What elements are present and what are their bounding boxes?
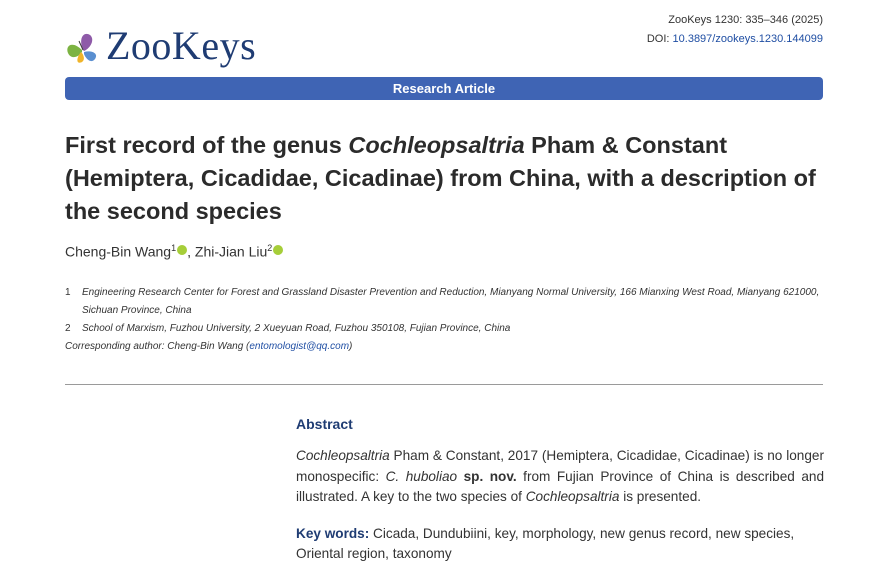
- citation-text: ZooKeys 1230: 335–346 (2025): [668, 14, 823, 26]
- affiliation-number: 1: [65, 287, 71, 298]
- article-title: [65, 129, 825, 228]
- abstract-species: C. huboliao: [385, 468, 458, 484]
- affiliations: [65, 284, 825, 356]
- abstract-section: [296, 416, 824, 565]
- abstract-genus: Cochleopsaltria: [296, 448, 390, 463]
- affiliation-text: Engineering Research Center for Forest and Grassland Disaster Prevention and Reduction, Mianyang Normal University, 166 Mianxing West Road, Mianyang 621000, Sichuan Province, China: [82, 287, 820, 316]
- author-list: Cheng-Bin Wang$^1$ , Zhi-Jian Liu$^2$: [65, 243, 283, 260]
- abstract-heading: Abstract: [296, 416, 353, 432]
- title-part1: First record of the genus: [65, 132, 349, 158]
- title-genus: Cochleopsaltria: [348, 132, 525, 158]
- keywords-label: Key words:: [296, 525, 370, 541]
- corresponding-label: Corresponding author: Cheng-Bin Wang (: [65, 341, 250, 352]
- author-name-2[interactable]: Zhi-Jian Liu: [194, 243, 268, 260]
- doi-link[interactable]: 10.3897/zookeys.1230.144099: [672, 33, 823, 45]
- doi-line: [647, 30, 823, 49]
- journal-logo[interactable]: [64, 12, 256, 68]
- affiliation-1: [65, 284, 825, 320]
- doi-label: DOI:: [646, 33, 670, 45]
- citation-block: [647, 11, 823, 49]
- title-part2: Pham & Constant (Hemiptera, Cicadidae, Cicadinae) from China, with a description of the second species: [65, 132, 816, 224]
- abstract-text-1: Pham & Constant, 2017 (Hemiptera, Cicadidae, Cicadinae) is no longer monospecific:: [296, 448, 824, 484]
- keywords: [296, 524, 824, 565]
- article-type-banner: Research Article: [65, 77, 823, 100]
- author-affil-2: 2: [267, 243, 273, 253]
- abstract-genus-2: Cochleopsaltria: [525, 489, 620, 504]
- keywords-text: Cicada, Dundubiini, key, morphology, new genus record, new species, Oriental region, taxonomy: [296, 525, 795, 561]
- logo-text: ZooKeys: [106, 23, 257, 68]
- butterfly-logo-icon: [64, 26, 104, 68]
- email-link[interactable]: entomologist@qq.com: [249, 341, 350, 352]
- affiliation-2: [65, 320, 825, 338]
- affiliation-number: 2: [65, 323, 71, 334]
- orcid-icon[interactable]: [273, 245, 283, 255]
- author-name-1[interactable]: Cheng-Bin Wang: [65, 243, 172, 260]
- corresponding-author: [65, 338, 825, 356]
- abstract-spnov: sp. nov.: [457, 468, 517, 484]
- abstract-text-3: is presented.: [619, 489, 702, 504]
- author-affil-1: 1: [171, 243, 177, 253]
- corresponding-close: ): [349, 341, 353, 352]
- abstract-text: [296, 446, 824, 508]
- section-divider: [65, 384, 823, 385]
- affiliation-text: School of Marxism, Fuzhou University, 2 Xueyuan Road, Fuzhou 350108, Fujian Province, China: [82, 323, 511, 334]
- abstract-text-2: from Fujian Province of China is described and illustrated. A key to the two species of: [296, 468, 824, 504]
- orcid-icon[interactable]: [177, 245, 187, 255]
